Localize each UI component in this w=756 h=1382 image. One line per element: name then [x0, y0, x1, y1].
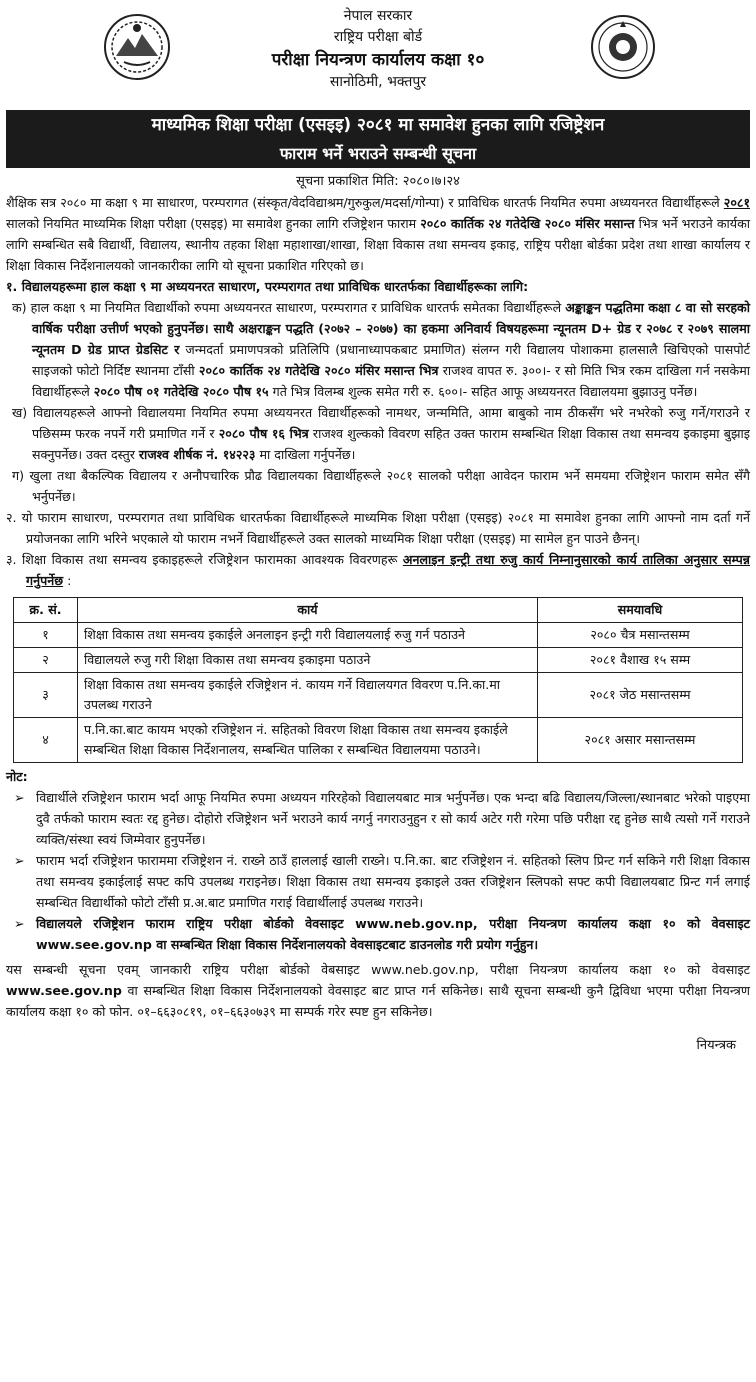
notice-title: माध्यमिक शिक्षा परीक्षा (एसइइ) २०८१ मा समावेश हुनका लागि रजिष्ट्रेशन: [151, 115, 605, 135]
section-1-ga: ग) खुला तथा बैकल्पिक विद्यालय र अनौपचारिक प्रौढ विद्यालयका विद्यार्थीहरूले २०८१ सालको परीक्षा आवेदन फाराम भर्ने समयमा रजिष्ट्रेशन फाराम समेत सँगै भर्नुपर्नेछ।: [12, 468, 750, 504]
arrow-icon: ➢: [14, 853, 25, 868]
arrow-icon: ➢: [14, 790, 25, 805]
note-item: ➢ फाराम भर्दा रजिष्ट्रेशन फाराममा रजिष्ट्रेशन नं. राख्ने ठाउँ हाललाई खाली राख्ने। प.नि.का. बाट रजिष्ट्रेशन नं. सहितको स्लिप प्रिन्ट गर्न सकिने गरी शिक्षा विकास तथा समन्वय इकाईलाई सफ्ट कपि उपलब्ध गराइनेछ। शिक्षा विकास तथा समन्वय इकाइले उक्त रजिष्ट्रेशन स्लिपको सफ्ट कपी विद्यालयबाट प्रिन्ट गर्न लगाई सम्बन्धित विद्यार्थीको फोटो टाँसी प्र.अ.बाट प्रमाणित गराई विद्यार्थीलाई उपलब्ध गराउने।: [6, 850, 750, 913]
schedule-table: [13, 597, 743, 763]
table-header-row: [14, 598, 743, 623]
row-period: २०८१ जेठ मसान्तसम्म: [538, 673, 743, 718]
notice-title-banner: [6, 110, 750, 168]
row-task: विद्यालयले रुजु गरी शिक्षा विकास तथा समन्वय इकाइमा पठाउने: [78, 648, 538, 673]
note-heading: नोट:: [6, 769, 28, 784]
signature: नियन्त्रक: [696, 1038, 736, 1053]
column-header-period: समयावधि: [538, 598, 743, 623]
section-1-kha: ख) विद्यालयहरूले आफ्नो विद्यालयमा नियमित रुपमा अध्ययनरत विद्यार्थीहरूको नामथर, जन्ममिति, आमा बाबुको नाम ठीकसँग भरे नभरेको रुजु गर्ने/गराउने र पछिसम्म फरक नपर्ने गरी प्रमाणित गर्ने र २०८० पौष १६ भित्र राजश्व शुल्कको विवरण सहित उक्त फाराम सम्बन्धित शिक्षा विकास तथा समन्वय इकाइमा बुझाइ सक्नुपर्नेछ। उक्त दस्तुर राजश्व शीर्षक नं. १४२२३ मा दाखिला गर्नुपर्नेछ।: [12, 405, 750, 462]
see-website-link[interactable]: www.see.gov.np: [6, 983, 122, 998]
board-seal-icon: [588, 12, 658, 82]
note-item: ➢ विद्यालयले रजिष्ट्रेशन फाराम राष्ट्रिय परीक्षा बोर्डको वेवसाइट www.neb.gov.np, परीक्षा नियन्त्रण कार्यालय कक्षा १० को वेवसाइट www.see.gov.np वा सम्बन्धित शिक्षा विकास निर्देशनालयको वेवसाइटबाट डाउनलोड गरी प्रयोग गर्नुहुन।: [6, 913, 750, 955]
note-item: ➢ विद्यार्थीले रजिष्ट्रेशन फाराम भर्दा आफू नियमित रुपमा अध्ययन गरिरहेको विद्यालयबाट मात्र भर्नुपर्नेछ। एक भन्दा बढि विद्यालय/जिल्ला/स्थानबाट भरेको पाइएमा दुवै तर्फको फाराम स्वतः रद्द हुनेछ। दोहोरो रजिष्ट्रेशन भर्ने भराउने कार्य नगर्नु नगराउनुहुन र सो कार्य अटेर गरी गरेमा पछि परीक्षा रद्द हुनेछ साथै त्यसो गर्ने गराउने व्यक्ति/संस्था स्वयं जिम्मेवार हुनुपर्नेछ।: [6, 787, 750, 850]
arrow-icon: ➢: [14, 916, 25, 931]
government-emblem-icon: [102, 12, 172, 82]
footer-paragraph: यस सम्बन्धी सूचना एवम् जानकारी राष्ट्रिय परीक्षा बोर्डको वेबसाइट www.neb.gov.np, परीक्षा नियन्त्रण कार्यालय कक्षा १० को वेवसाइट www.see.gov.np वा सम्बन्धित शिक्षा विकास निर्देशनालयको वेवसाइट बाट प्राप्त गर्न सकिनेछ। साथै सूचना सम्बन्धी कुनै द्विविधा भएमा परीक्षा नियन्त्रण कार्यालय कक्षा १० को फोन. ०१–६६३०८१९, ०१–६६३०७३९ मा सम्पर्क गरेर स्पष्ट हुन सकिनेछ।: [6, 962, 750, 1019]
row-period: २०८० चैत्र मसान्तसम्म: [538, 623, 743, 648]
section-1-ka: क) हाल कक्षा ९ मा नियमित विद्यार्थीको रुपमा अध्ययनरत साधारण, परम्परागत र प्राविधिक धारतर्फ समेतका विद्यार्थीहरूले अङ्काङ्कन पद्धतिमा कक्षा ८ वा सो सरहको वार्षिक परीक्षा उत्तीर्ण भएको हुनुपर्नेछ। साथै अक्षराङ्कन पद्धति (२०७२ – २०७७) का हकमा अनिवार्य विषयहरूमा न्यूनतम D+ ग्रेड र २०७८ र २०७९ सालमा न्यूनतम D ग्रेड प्राप्त ग्रेडसिट र जन्मदर्ता प्रमाणपत्रको प्रतिलिपि (प्रधानाध्यापकबाट प्रमाणित) संलग्न गरी विद्यालय पोशाकमा हालसालै खिचिएको पासपोर्ट साइजको फोटो निर्दिष्ट स्थानमा टाँसी २०८० कार्तिक २४ गतेदेखि २०८० मंसिर मसान्त भित्र राजश्व वापत रु. ३००।- र सो मिति भित्र रकम दाखिला गर्न नसकेमा विद्यार्थीहरूले २०८० पौष ०१ गतेदेखि २०८० पौष १५ गते भित्र विलम्ब शुल्क समेत गरी रु. ६००।- सहित आफू अध्ययनरत विद्यालयमा बुझाउनु पर्नेछ।: [12, 300, 750, 399]
table-row: [14, 648, 743, 673]
notice-header: [6, 0, 750, 110]
column-header-sn: क्र. सं.: [14, 598, 78, 623]
section-3: ३. शिक्षा विकास तथा समन्वय इकाइहरूले रजिष्ट्रेशन फारामका आवश्यक विवरणहरू अनलाइन इन्ट्री तथा रुजु कार्य निम्नानुसारको कार्य तालिका अनुसार सम्पन्न गर्नुपर्नेछ :: [6, 552, 750, 588]
row-task: शिक्षा विकास तथा समन्वय इकाईले रजिष्ट्रेशन नं. कायम गर्ने विद्यालयगत विवरण प.नि.का.मा उपलब्ध गराउने: [78, 673, 538, 718]
section-2: २. यो फाराम साधारण, परम्परागत तथा प्राविधिक धारतर्फका विद्यार्थीहरूले माध्यमिक शिक्षा परीक्षा (एसइइ) २०८१ मा समावेश हुनका लागि आफ्नो नाम दर्ता गर्ने प्रयोजनका लागि भरिने भएकाले यो फाराम नभर्ने विद्यार्थीहरूले उक्त सालको माध्यमिक शिक्षा परीक्षा (एसइइ) मा सामेल हुन पाउने छैनन्।: [6, 510, 750, 546]
row-sn: २: [14, 648, 78, 673]
table-row: [14, 718, 743, 763]
row-task: प.नि.का.बाट कायम भएको रजिष्ट्रेशन नं. सहितको विवरण शिक्षा विकास तथा समन्वय इकाईले सम्बन्धित शिक्षा विकास निर्देशनालय, सम्बन्धित पालिका र सम्बन्धित विद्यालयमा पठाउने।: [78, 718, 538, 763]
row-period: २०८१ वैशाख १५ सम्म: [538, 648, 743, 673]
row-sn: १: [14, 623, 78, 648]
section-1-title: १. विद्यालयहरूमा हाल कक्षा ९ मा अध्ययनरत साधारण, परम्परागत तथा प्राविधिक धारतर्फका विद्यार्थीहरूका लागि:: [6, 279, 529, 294]
office-name: परीक्षा नियन्त्रण कार्यालय कक्षा १०: [271, 50, 485, 70]
row-sn: ४: [14, 718, 78, 763]
neb-website-link[interactable]: www.neb.gov.np: [371, 962, 475, 977]
table-row: [14, 623, 743, 648]
row-task: शिक्षा विकास तथा समन्वय इकाईले अनलाइन इन्ट्री गरी विद्यालयलाई रुजु गर्न पठाउने: [78, 623, 538, 648]
column-header-task: कार्य: [78, 598, 538, 623]
board-name: राष्ट्रिय परीक्षा बोर्ड: [333, 29, 423, 45]
row-period: २०८१ असार मसान्तसम्म: [538, 718, 743, 763]
office-address: सानोठिमी, भक्तपुर: [329, 74, 427, 90]
notice-subtitle: फाराम भर्ने भराउने सम्बन्धी सूचना: [279, 144, 477, 163]
published-date: सूचना प्रकाशित मिति: २०८०।७।२४: [296, 174, 460, 189]
table-row: [14, 673, 743, 718]
intro-paragraph: शैक्षिक सत्र २०८० मा कक्षा ९ मा साधारण, परम्परागत (संस्कृत/वेदविद्याश्रम/गुरुकुल/मदर्सा/गोन्पा) र प्राविधिक धारतर्फ नियमित रुपमा अध्ययनरत विद्यार्थीहरूले २०८१ सालको नियमित माध्यमिक शिक्षा परीक्षा (एसइइ) मा समावेश हुनका लागि रजिष्ट्रेशन फाराम २०८० कार्तिक २४ गतेदेखि २०८० मंसिर मसान्त भित्र भर्ने भराउने कार्यका लागि सम्बन्धित सबै विद्यार्थी, विद्यालय, स्थानीय तहका शिक्षा महाशाखा/शाखा, शिक्षा विकास तथा समन्वय इकाइ, राष्ट्रिय परीक्षा बोर्डका प्रदेश तथा शाखा कार्यालय र शिक्षा विकास निर्देशनालयको जानकारीका लागि यो सूचना प्रकाशित गरिएको छ।: [6, 195, 751, 273]
row-sn: ३: [14, 673, 78, 718]
government-name: नेपाल सरकार: [343, 8, 413, 24]
